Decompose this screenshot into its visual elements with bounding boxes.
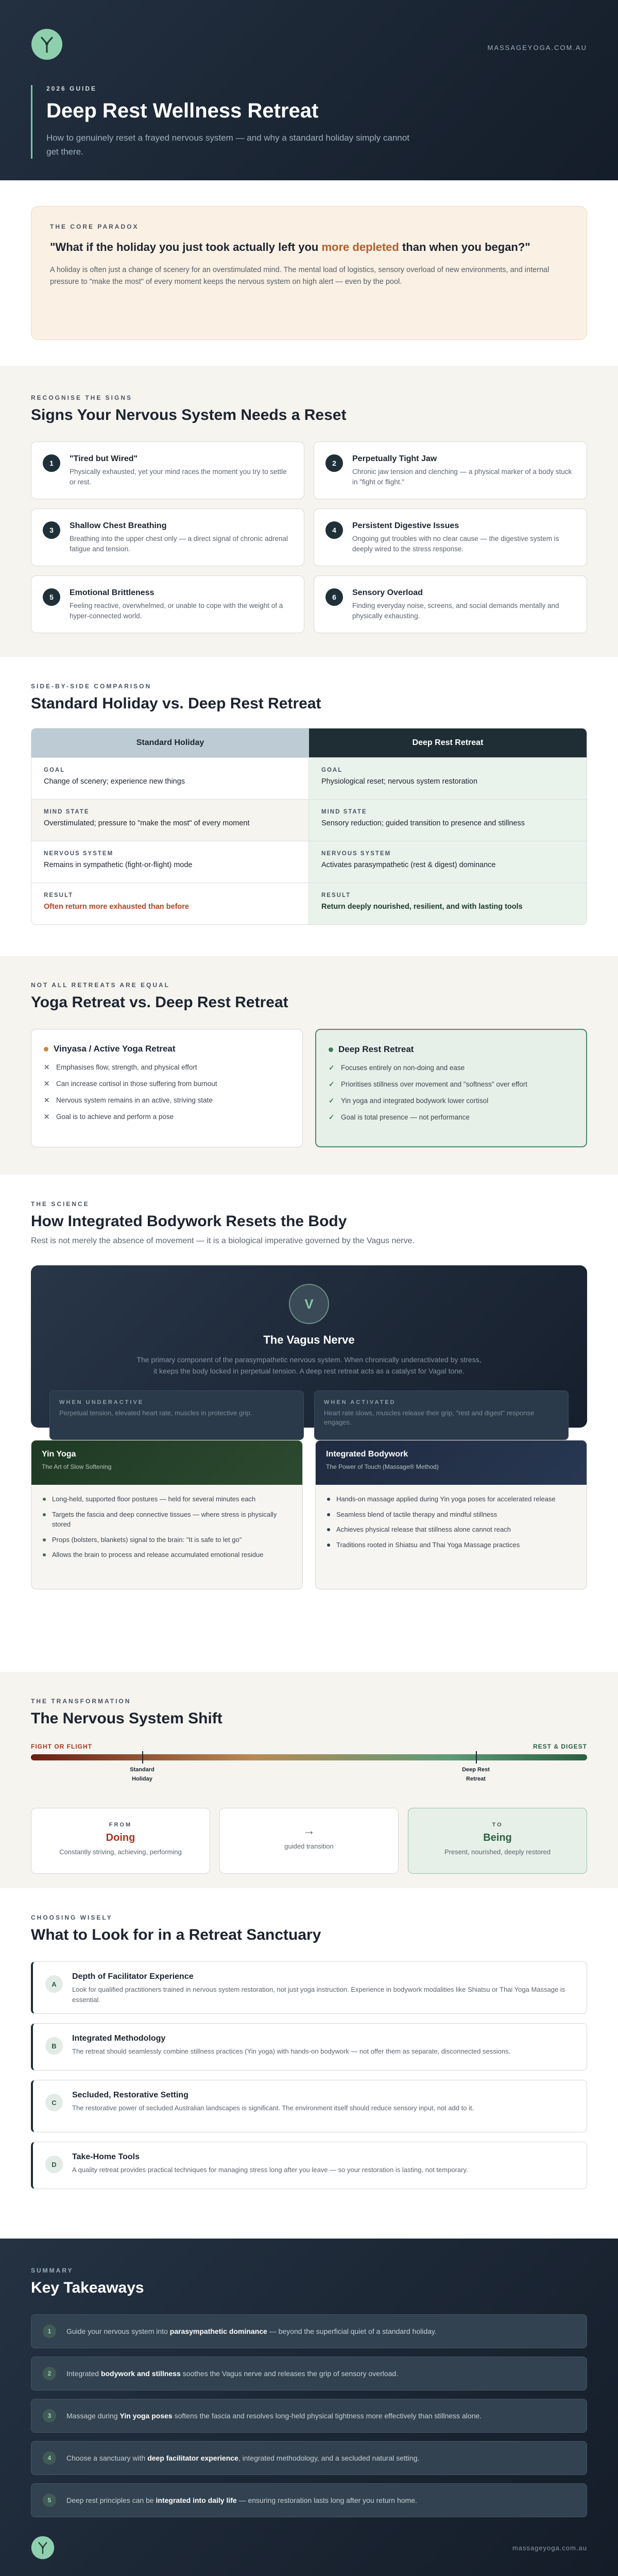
list-item: ✓ Prioritises stillness over movement and "softness" over effort bbox=[329, 1080, 527, 1088]
criteria-item: C Secluded, Restorative Setting The restorative power of secluded Australian landscapes is significant. The environment itself should reduce sensory input, not add to it. bbox=[31, 2080, 587, 2132]
list-item: ✕ Nervous system remains in an active, striving state bbox=[44, 1096, 213, 1104]
sign-number: 3 bbox=[43, 521, 60, 539]
spectrum-bar bbox=[31, 1754, 587, 1782]
summary-kicker: SUMMARY bbox=[31, 2267, 74, 2274]
sign-desc: Physically exhausted, yet your mind races the moment you try to settle or rest. bbox=[70, 468, 287, 486]
hero-kicker: 2026 GUIDE bbox=[46, 85, 97, 92]
sign-card bbox=[31, 575, 304, 633]
list-item: Traditions rooted in Shiatsu and Thai Yoga Massage practices bbox=[327, 1540, 575, 1550]
site-url[interactable]: MASSAGEYOGA.COM.AU bbox=[487, 44, 587, 52]
transition-box: → guided transition bbox=[219, 1808, 399, 1874]
cell-value: Sensory reduction; guided transition to presence and stillness bbox=[321, 819, 525, 827]
cell-value: Change of scenery; experience new things bbox=[44, 777, 185, 786]
bullet-icon bbox=[43, 1498, 46, 1501]
criteria-letter: A bbox=[45, 1975, 63, 1993]
bullet-icon bbox=[327, 1498, 330, 1501]
deep-rest-label: Deep Rest Retreat bbox=[462, 1767, 490, 1782]
list-item: Allows the brain to process and release accumulated emotional residue bbox=[43, 1550, 291, 1560]
card-title: Vinyasa / Active Yoga Retreat bbox=[54, 1044, 176, 1054]
sign-desc: Feeling reactive, overwhelmed, or unable to cope with the weight of a hyper-connected world. bbox=[70, 602, 283, 620]
row-label: NERVOUS SYSTEM bbox=[44, 851, 114, 857]
vagus-states bbox=[49, 1391, 569, 1440]
standard-holiday-marker bbox=[142, 1751, 143, 1764]
sign-title: "Tired but Wired" bbox=[70, 454, 138, 463]
takeaway-item: 4 Choose a sanctuary with deep facilitator experience, integrated methodology, and a secluded natural setting. bbox=[31, 2441, 587, 2475]
choose-title: What to Look for in a Retreat Sanctuary bbox=[31, 1926, 321, 1943]
table-row bbox=[31, 883, 587, 924]
sign-number: 6 bbox=[325, 588, 343, 606]
cross-icon: ✕ bbox=[44, 1063, 50, 1071]
criteria-item: A Depth of Facilitator Experience Look for qualified practitioners trained in nervous system restoration, not just yoga instruction. Experience in bodywork modalities like Shiatsu or Thai Yoga Massage is essential. bbox=[31, 1961, 587, 2014]
vagus-desc: The primary component of the parasympathetic nervous system. When chronically underactivated by stress, it keeps the body locked in perpetual tension. A deep rest retreat acts as a catalyst for Vagal tone. bbox=[136, 1355, 482, 1376]
vagus-icon: V bbox=[289, 1284, 329, 1324]
table-row bbox=[31, 799, 587, 841]
summary-title: Key Takeaways bbox=[31, 2279, 144, 2296]
sign-card bbox=[31, 509, 304, 566]
check-icon: ✓ bbox=[329, 1064, 335, 1072]
header-deep-rest: Deep Rest Retreat bbox=[309, 728, 587, 757]
sign-number: 5 bbox=[43, 588, 60, 606]
cross-icon: ✕ bbox=[44, 1113, 50, 1121]
sign-number: 4 bbox=[325, 521, 343, 539]
lotus-logo-icon[interactable] bbox=[31, 2536, 55, 2560]
card-title: Deep Rest Retreat bbox=[338, 1044, 414, 1054]
paradox-section bbox=[0, 180, 618, 366]
criteria-letter: B bbox=[45, 2037, 63, 2055]
cell-value: Physiological reset; nervous system restoration bbox=[321, 777, 478, 786]
paradox-card bbox=[31, 206, 587, 340]
science-section bbox=[0, 1175, 618, 1672]
criteria-letter: D bbox=[45, 2156, 63, 2173]
criteria-item: B Integrated Methodology The retreat should seamlessly combine stillness practices (Yin yoga) with hands-on bodywork — not offer them as separate, disconnected sessions. bbox=[31, 2023, 587, 2071]
sign-title: Shallow Chest Breathing bbox=[70, 521, 167, 530]
yoga-title: Yoga Retreat vs. Deep Rest Retreat bbox=[31, 994, 288, 1011]
choose-section bbox=[0, 1888, 618, 2239]
bullet-icon bbox=[43, 1553, 46, 1556]
row-label: RESULT bbox=[321, 892, 351, 899]
bullet-icon bbox=[43, 1538, 46, 1541]
good-dot-icon bbox=[329, 1047, 333, 1052]
vagus-panel bbox=[31, 1265, 587, 1428]
lotus-logo-icon bbox=[31, 28, 63, 60]
paradox-body: A holiday is often just a change of scenery for an overstimulated mind. The mental load of logistics, sensory overload of new environments, and internal pressure to "make the most" of every moment keeps the nervous system on high alert — even by the pool. bbox=[50, 266, 550, 286]
footer bbox=[31, 2536, 587, 2560]
bullet-icon bbox=[327, 1513, 330, 1516]
shift-boxes bbox=[31, 1808, 587, 1874]
list-item: ✓ Yin yoga and integrated bodywork lower cortisol bbox=[329, 1097, 489, 1105]
summary-section bbox=[0, 2239, 618, 2576]
paradox-question: "What if the holiday you just took actually left you more depleted than when you began?" bbox=[50, 241, 530, 253]
arrow-right-icon: → bbox=[303, 1824, 315, 1838]
deep-rest-marker bbox=[476, 1751, 477, 1764]
hero-lead: How to genuinely reset a frayed nervous system — and why a standard holiday simply cannot get there. bbox=[46, 133, 409, 157]
rest-digest-label: REST & DIGEST bbox=[533, 1743, 587, 1750]
row-label: MIND STATE bbox=[321, 809, 367, 815]
bullet-icon bbox=[327, 1544, 330, 1547]
sign-desc: Finding everyday noise, screens, and social demands mentally and physically exhausting. bbox=[352, 602, 559, 620]
table-header bbox=[31, 728, 587, 757]
cell-value: Activates parasympathetic (rest & digest) dominance bbox=[321, 861, 496, 869]
criteria-list bbox=[31, 1961, 587, 2189]
list-item: Props (bolsters, blankets) signal to the brain: "It is safe to let go" bbox=[43, 1535, 291, 1545]
sign-desc: Chronic jaw tension and clenching — a physical marker of a body stuck in "fight or flight." bbox=[352, 468, 572, 486]
card-title: Integrated Bodywork bbox=[326, 1450, 408, 1459]
comparison-table bbox=[31, 728, 587, 925]
shift-kicker: THE TRANSFORMATION bbox=[31, 1698, 131, 1705]
paradox-accent: more depleted bbox=[321, 241, 399, 253]
integrated-bodywork-card bbox=[315, 1440, 587, 1589]
comparison-title: Standard Holiday vs. Deep Rest Retreat bbox=[31, 695, 321, 712]
shift-section bbox=[0, 1672, 618, 1888]
row-label: MIND STATE bbox=[44, 809, 90, 815]
check-icon: ✓ bbox=[329, 1080, 335, 1088]
hero-banner bbox=[0, 0, 618, 180]
sign-card bbox=[314, 575, 587, 633]
takeaway-item: 3 Massage during Yin yoga poses softens the fascia and resolves long-held physical tightness more effectively than stillness alone. bbox=[31, 2399, 587, 2433]
list-item: ✓ Goal is total presence — not performance bbox=[329, 1113, 470, 1121]
fight-flight-label: FIGHT OR FLIGHT bbox=[31, 1743, 92, 1750]
cell-value: Often return more exhausted than before bbox=[44, 903, 189, 911]
card-subtitle: The Power of Touch (Massage® Method) bbox=[326, 1463, 439, 1470]
to-word: Being bbox=[483, 1832, 512, 1843]
cell-value: Overstimulated; pressure to "make the most" of every moment bbox=[44, 819, 250, 827]
table-row bbox=[31, 757, 587, 799]
table-row bbox=[31, 841, 587, 883]
check-icon: ✓ bbox=[329, 1097, 335, 1105]
list-item: ✕ Emphasises flow, strength, and physical effort bbox=[44, 1063, 197, 1071]
row-label: GOAL bbox=[321, 767, 343, 773]
science-title: How Integrated Bodywork Resets the Body bbox=[31, 1213, 347, 1230]
yin-yoga-card bbox=[31, 1440, 303, 1589]
sign-number: 2 bbox=[325, 454, 343, 472]
warn-dot-icon bbox=[44, 1047, 48, 1052]
cross-icon: ✕ bbox=[44, 1096, 50, 1104]
sign-title: Perpetually Tight Jaw bbox=[352, 454, 437, 463]
comparison-kicker: SIDE-BY-SIDE COMPARISON bbox=[31, 683, 152, 690]
list-item: Achieves physical release that stillness alone cannot reach bbox=[327, 1524, 575, 1535]
active-yoga-card bbox=[31, 1029, 303, 1147]
signs-section bbox=[0, 366, 618, 657]
takeaway-item: 5 Deep rest principles can be integrated into daily life — ensuring restoration lasts long after you return home. bbox=[31, 2483, 587, 2517]
science-subtext: Rest is not merely the absence of movement — it is a biological imperative governed by the Vagus nerve. bbox=[31, 1236, 415, 1245]
list-item: Seamless blend of tactile therapy and mindful stillness bbox=[327, 1510, 575, 1520]
paradox-kicker: THE CORE PARADOX bbox=[50, 223, 139, 230]
sign-desc: Breathing into the upper chest only — a direct signal of chronic adrenal fatigue and tension. bbox=[70, 535, 288, 553]
list-item: Hands-on massage applied during Yin yoga poses for accelerated release bbox=[327, 1494, 575, 1504]
sign-title: Persistent Digestive Issues bbox=[352, 521, 459, 530]
shift-spectrum bbox=[31, 1743, 587, 1805]
card-title: Yin Yoga bbox=[42, 1450, 76, 1459]
row-label: RESULT bbox=[44, 892, 74, 899]
list-item: ✕ Goal is to achieve and perform a pose bbox=[44, 1113, 174, 1121]
list-item: ✓ Focuses entirely on non-doing and ease bbox=[329, 1064, 465, 1072]
page-title: Deep Rest Wellness Retreat bbox=[46, 99, 319, 122]
list-item: Long-held, supported floor postures — held for several minutes each bbox=[43, 1494, 291, 1504]
underactive-state: WHEN UNDERACTIVE Perpetual tension, elevated heart rate, muscles in protective grip. bbox=[49, 1391, 304, 1440]
bodywork-cards bbox=[31, 1440, 587, 1589]
row-label: GOAL bbox=[44, 767, 65, 773]
sign-desc: Ongoing gut troubles with no clear cause — the digestive system is deeply wired to the stress response. bbox=[352, 535, 559, 553]
list-item: ✕ Can increase cortisol in those suffering from burnout bbox=[44, 1080, 217, 1088]
footer-url[interactable]: massageyoga.com.au bbox=[512, 2544, 587, 2552]
sign-title: Sensory Overload bbox=[352, 588, 423, 597]
card-subtitle: The Art of Slow Softening bbox=[42, 1463, 112, 1470]
activated-state: WHEN ACTIVATED Heart rate slows, muscles release their grip, "rest and digest" response engages. bbox=[314, 1391, 569, 1440]
takeaway-item: 2 Integrated bodywork and stillness soothes the Vagus nerve and releases the grip of sensory overload. bbox=[31, 2357, 587, 2391]
yoga-section bbox=[0, 956, 618, 1175]
list-item: Targets the fascia and deep connective tissues — where stress is physically stored bbox=[43, 1510, 291, 1530]
check-icon: ✓ bbox=[329, 1113, 335, 1121]
bullet-icon bbox=[327, 1528, 330, 1531]
sign-title: Emotional Brittleness bbox=[70, 588, 154, 597]
standard-holiday-label: Standard Holiday bbox=[130, 1767, 154, 1782]
comparison-section bbox=[0, 657, 618, 956]
sign-card bbox=[314, 442, 587, 499]
signs-grid bbox=[31, 442, 587, 633]
from-word: Doing bbox=[106, 1832, 135, 1843]
from-box: FROM Doing Constantly striving, achieving, performing bbox=[31, 1808, 210, 1874]
choose-kicker: CHOOSING WISELY bbox=[31, 1914, 113, 1921]
sign-card bbox=[31, 442, 304, 499]
signs-title: Signs Your Nervous System Needs a Reset bbox=[31, 406, 347, 423]
cross-icon: ✕ bbox=[44, 1080, 50, 1088]
sign-card bbox=[314, 509, 587, 566]
hero-text-block bbox=[31, 85, 422, 159]
takeaways-list bbox=[31, 2314, 587, 2517]
yoga-cards bbox=[31, 1029, 587, 1147]
header-standard-holiday: Standard Holiday bbox=[31, 728, 309, 757]
criteria-item: D Take-Home Tools A quality retreat provides practical techniques for managing stress long after you leave — so your restoration is lasting, not temporary. bbox=[31, 2142, 587, 2189]
deep-rest-card bbox=[315, 1029, 587, 1147]
science-kicker: THE SCIENCE bbox=[31, 1200, 90, 1208]
signs-kicker: RECOGNISE THE SIGNS bbox=[31, 394, 133, 401]
brand-logo[interactable] bbox=[31, 28, 63, 63]
row-label: NERVOUS SYSTEM bbox=[321, 851, 391, 857]
criteria-letter: C bbox=[45, 2094, 63, 2111]
takeaway-item: 1 Guide your nervous system into parasympathetic dominance — beyond the superficial quiet of a standard holiday. bbox=[31, 2314, 587, 2348]
shift-title: The Nervous System Shift bbox=[31, 1710, 222, 1727]
to-box: TO Being Present, nourished, deeply restored bbox=[408, 1808, 587, 1874]
cell-value: Remains in sympathetic (fight-or-flight) mode bbox=[44, 861, 193, 869]
yoga-kicker: NOT ALL RETREATS ARE EQUAL bbox=[31, 981, 170, 989]
sign-number: 1 bbox=[43, 454, 60, 472]
bullet-icon bbox=[43, 1513, 46, 1516]
cell-value: Return deeply nourished, resilient, and with lasting tools bbox=[321, 903, 523, 911]
vagus-title: The Vagus Nerve bbox=[263, 1333, 355, 1346]
